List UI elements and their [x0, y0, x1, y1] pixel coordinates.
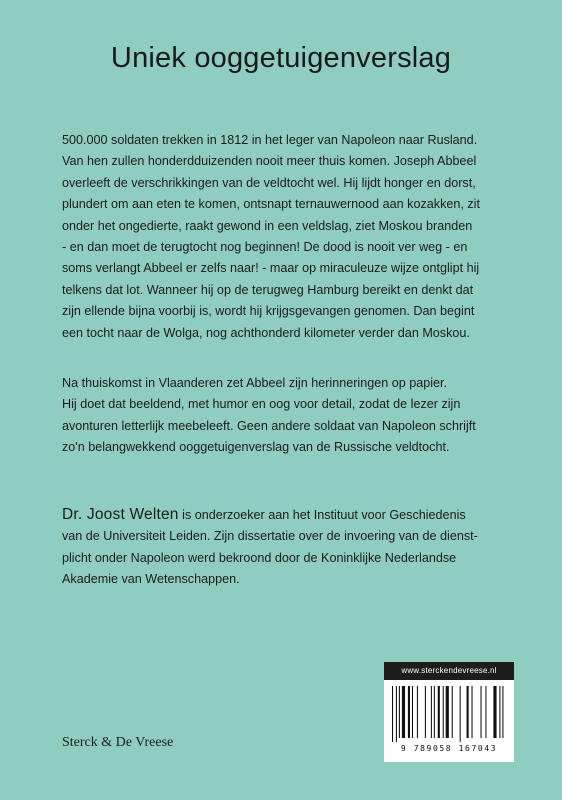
barcode-bar — [408, 686, 410, 738]
author-bio-text: is onderzoeker aan het Instituut voor Geschiedenis — [178, 508, 466, 522]
author-name: Dr. Joost Welten — [62, 506, 179, 523]
text-line: telkens dat lot. Wanneer hij op de terugweg Hamburg bereikt en denkt dat — [62, 282, 474, 297]
isbn-digits: 9 789058 167043 — [400, 744, 498, 753]
barcode-bar — [396, 686, 397, 742]
barcode-bar — [446, 686, 449, 738]
barcode-bar — [434, 686, 435, 738]
barcode-bar — [452, 686, 453, 738]
barcode-bar — [438, 686, 440, 738]
barcode-bar — [443, 686, 444, 738]
text-line: plicht onder Napoleon werd bekroond door de Koninklijke Nederlandse — [62, 550, 457, 565]
text-line: soms verlangt Abbeel er zelfs naar! - maar op miraculeuze wijze ontglipt hij — [62, 261, 480, 276]
barcode-bar — [417, 686, 418, 738]
text-line: - en dan moet de terugtocht nog beginnen! De dood is nooit ver weg - en — [62, 240, 468, 255]
barcode-bar — [481, 686, 482, 738]
barcode-bar — [467, 686, 469, 738]
barcode-bar — [402, 686, 405, 738]
barcode-bar — [412, 686, 413, 738]
text-line: zo'n belangwekkend ooggetuigenverslag van de Russische veldtocht. — [62, 440, 450, 455]
publisher-name: Sterck & De Vreese — [62, 735, 174, 750]
book-title: Uniek ooggetuigenverslag — [110, 42, 452, 74]
barcode-bar — [472, 686, 473, 738]
text-line: onder het ongedierte, raakt gewond in een veldslag, ziet Moskou branden — [62, 218, 473, 233]
text-line: overleeft de verschrikkingen van de veldtocht wel. Hij lijdt honger en dorst, — [62, 175, 476, 190]
text-line: een tocht naar de Wolga, nog achthonderd kilometer verder dan Moskou. — [62, 325, 470, 340]
barcode-bar — [493, 686, 496, 738]
barcode-bar — [485, 686, 486, 738]
author-bio-first-line — [62, 504, 522, 526]
text-line: Hij doet dat beeldend, met humor en oog voor detail, zodat de lezer zijn — [62, 397, 461, 412]
text-line: Van hen zullen honderdduizenden nooit meer thuis komen. Joseph Abbeel — [62, 154, 477, 169]
description-paragraph-2 — [62, 373, 512, 459]
text-line: van de Universiteit Leiden. Zijn dissertatie over de invoering van de dienst- — [62, 529, 478, 544]
author-bio — [62, 504, 522, 591]
barcode-bar — [425, 686, 426, 738]
text-line: plundert om aan eten te komen, ontsnapt ternauwernood aan kozakken, zit — [62, 197, 480, 212]
barcode-bar — [502, 686, 503, 738]
barcode-bar — [460, 686, 461, 742]
text-line: Akademie van Wetenschappen. — [62, 572, 240, 587]
barcode-bar — [399, 686, 400, 738]
text-line: avonturen letterlijk meebeleeft. Geen andere soldaat van Napoleon schrijft — [62, 418, 476, 433]
text-line: Na thuiskomst in Vlaanderen zet Abbeel zijn herinneringen op papier. — [62, 376, 448, 390]
isbn-barcode-box — [384, 662, 514, 762]
publisher-url: www.sterckendevreese.nl — [384, 662, 514, 680]
barcode-bars — [390, 686, 508, 742]
description-paragraph-1 — [62, 130, 512, 344]
barcode-bar — [499, 686, 500, 738]
barcode-bar — [431, 686, 432, 738]
text-line: 500.000 soldaten trekken in 1812 in het leger van Napoleon naar Rusland. — [62, 133, 478, 147]
text-line: zijn ellende bijna voorbij is, wordt hij krijgsgevangen genomen. Dan begint — [62, 304, 475, 319]
barcode-bar — [392, 686, 393, 742]
